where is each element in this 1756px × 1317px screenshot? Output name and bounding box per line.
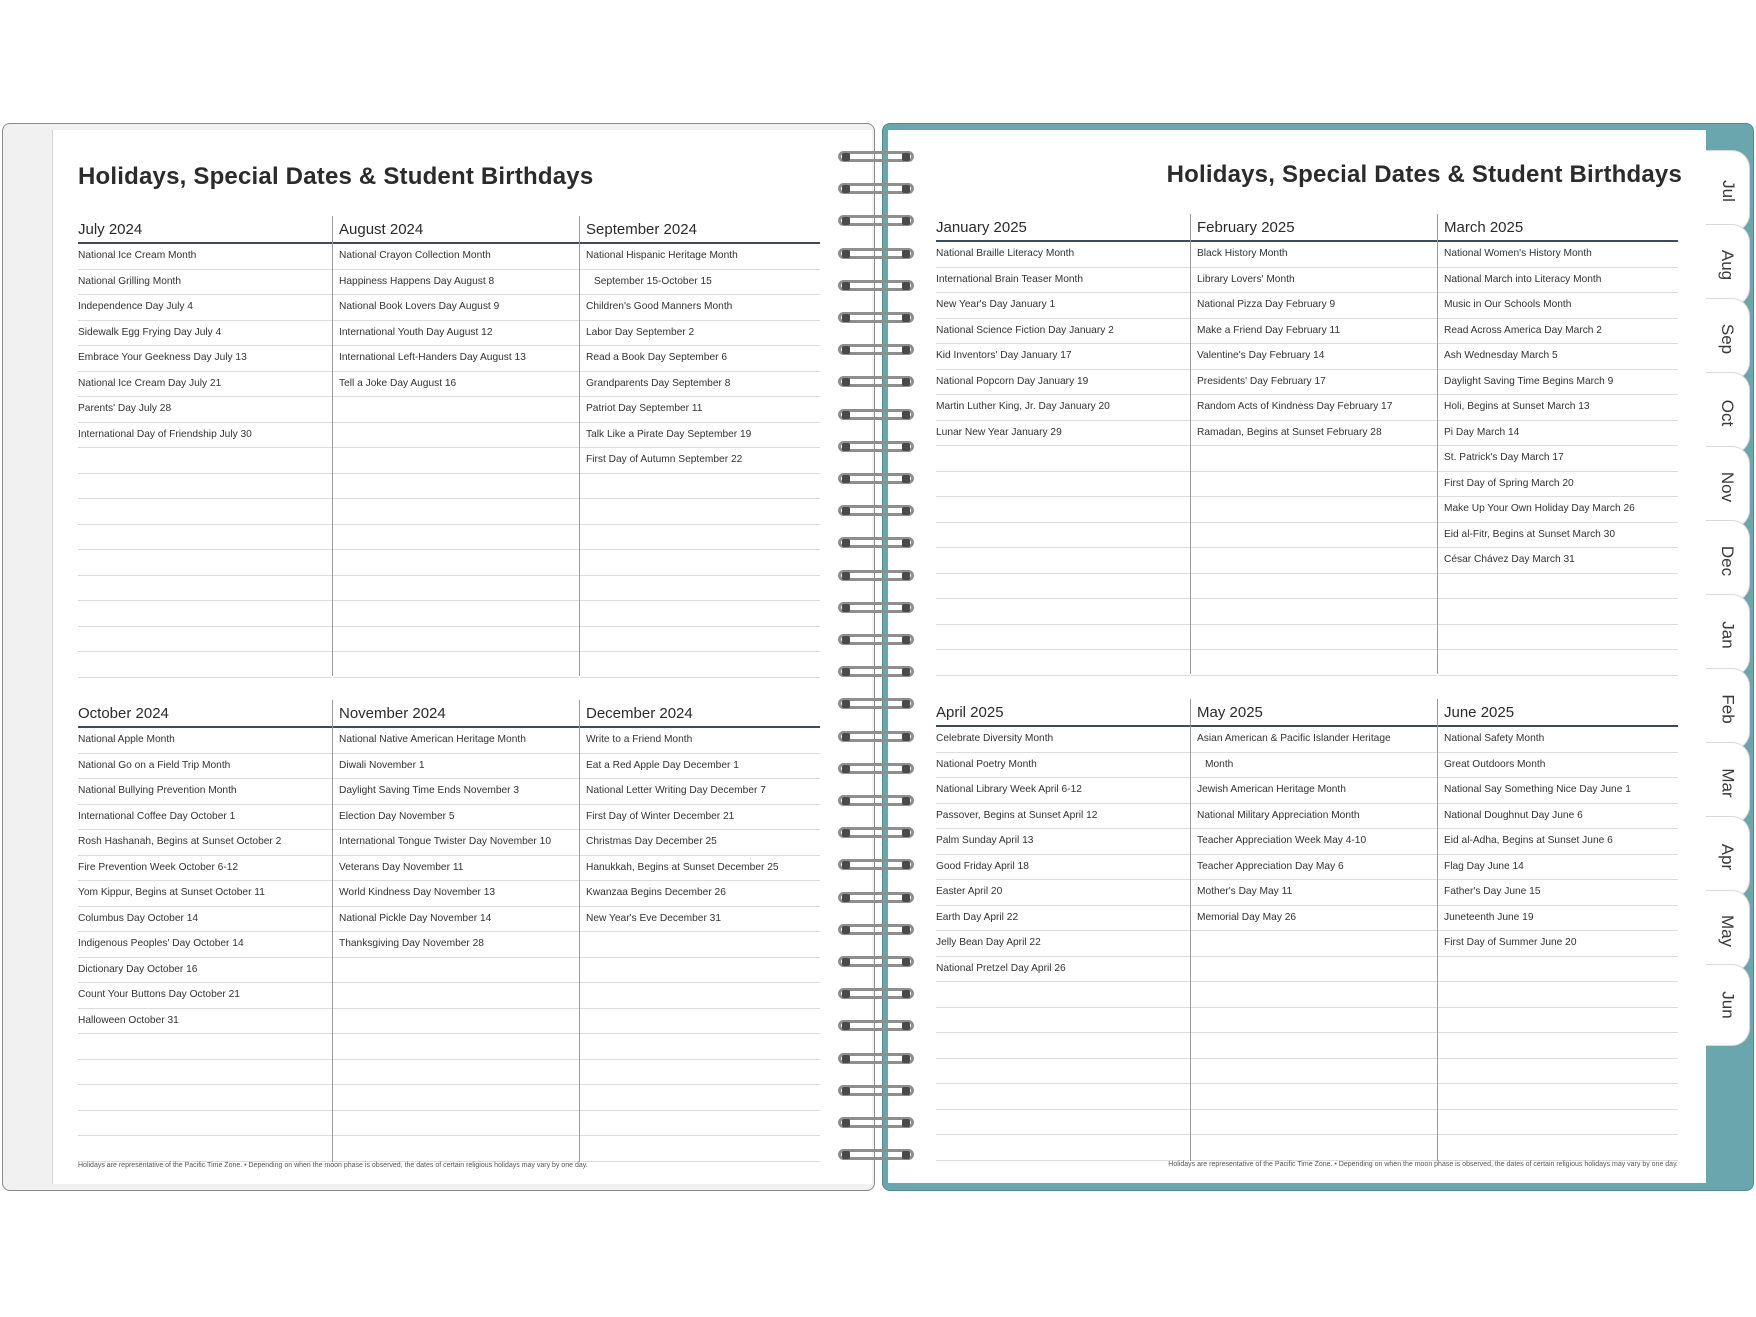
tab-oct[interactable]: Oct (1706, 372, 1750, 454)
holiday-entry: Jewish American Heritage Month (1191, 778, 1437, 804)
holiday-entry: National Science Fiction Day January 2 (936, 319, 1190, 345)
spiral-coil (834, 663, 918, 681)
blank-line (1191, 599, 1437, 625)
blank-line (1191, 1135, 1437, 1161)
holiday-entry: National Poetry Month (936, 753, 1190, 779)
spiral-coil (834, 921, 918, 939)
blank-line (1438, 625, 1678, 651)
holiday-entry: Embrace Your Geekness Day July 13 (78, 346, 332, 372)
blank-line (936, 599, 1190, 625)
holiday-entry: Diwali November 1 (333, 754, 579, 780)
holiday-entry: Month (1191, 753, 1437, 779)
holiday-entry: National Bullying Prevention Month (78, 779, 332, 805)
holiday-entry: Mother's Day May 11 (1191, 880, 1437, 906)
blank-line (333, 576, 579, 602)
spiral-coil (834, 212, 918, 230)
holiday-entry: Martin Luther King, Jr. Day January 20 (936, 395, 1190, 421)
blank-line (333, 525, 579, 551)
blank-line (1191, 497, 1437, 523)
blank-line (333, 958, 579, 984)
left-top-months (78, 216, 820, 676)
spiral-coil (834, 148, 918, 166)
footnote-left: Holidays are representative of the Pacific Time Zone. • Depending on when the moon phase is observed, the dates of certain religious holidays may vary by one day. (78, 1162, 588, 1169)
spiral-coil (834, 953, 918, 971)
spiral-coil (834, 824, 918, 842)
holiday-entry: International Brain Teaser Month (936, 268, 1190, 294)
spiral-coil (834, 760, 918, 778)
month-column (78, 216, 332, 676)
holiday-entry: Asian American & Pacific Islander Heritage (1191, 727, 1437, 753)
holiday-entry: Happiness Happens Day August 8 (333, 270, 579, 296)
spiral-coil (834, 438, 918, 456)
blank-line (936, 523, 1190, 549)
blank-line (1191, 1008, 1437, 1034)
blank-line (580, 1009, 820, 1035)
holiday-entry: Patriot Day September 11 (580, 397, 820, 423)
right-bottom-months (936, 699, 1678, 1161)
blank-line (936, 1008, 1190, 1034)
month-column (78, 700, 332, 1162)
blank-line (78, 448, 332, 474)
blank-line (78, 1136, 332, 1162)
holiday-entry: Make a Friend Day February 11 (1191, 319, 1437, 345)
blank-line (1438, 1084, 1678, 1110)
spiral-coil (834, 695, 918, 713)
holiday-entry: National Apple Month (78, 728, 332, 754)
blank-line (580, 1060, 820, 1086)
blank-line (580, 576, 820, 602)
month-heading: May 2025 (1191, 699, 1437, 727)
holiday-entry: Eid al-Adha, Begins at Sunset June 6 (1438, 829, 1678, 855)
month-heading: April 2025 (936, 699, 1190, 727)
blank-line (1191, 1033, 1437, 1059)
holiday-entry: First Day of Summer June 20 (1438, 931, 1678, 957)
tab-jul[interactable]: Jul (1706, 150, 1750, 232)
holiday-entry: Great Outdoors Month (1438, 753, 1678, 779)
month-heading: March 2025 (1438, 214, 1678, 242)
blank-line (1438, 1033, 1678, 1059)
spiral-coil (834, 1017, 918, 1035)
month-heading: January 2025 (936, 214, 1190, 242)
holiday-entry: Halloween October 31 (78, 1009, 332, 1035)
holiday-entry: Talk Like a Pirate Day September 19 (580, 423, 820, 449)
holiday-entry: Kwanzaa Begins December 26 (580, 881, 820, 907)
blank-line (580, 525, 820, 551)
holiday-entry: St. Patrick's Day March 17 (1438, 446, 1678, 472)
month-tabs (1706, 130, 1750, 1180)
blank-line (1191, 1084, 1437, 1110)
holiday-entry: National Book Lovers Day August 9 (333, 295, 579, 321)
blank-line (78, 550, 332, 576)
holiday-entry: Make Up Your Own Holiday Day March 26 (1438, 497, 1678, 523)
holiday-entry: Labor Day September 2 (580, 321, 820, 347)
month-heading: June 2025 (1438, 699, 1678, 727)
blank-line (333, 448, 579, 474)
blank-line (580, 627, 820, 653)
holiday-entry: National Ice Cream Month (78, 244, 332, 270)
holiday-entry: Rosh Hashanah, Begins at Sunset October 2 (78, 830, 332, 856)
holiday-entry: Pi Day March 14 (1438, 421, 1678, 447)
holiday-entry: Memorial Day May 26 (1191, 906, 1437, 932)
blank-line (1191, 625, 1437, 651)
month-heading: February 2025 (1191, 214, 1437, 242)
spiral-coil (834, 856, 918, 874)
spiral-coil (834, 277, 918, 295)
blank-line (1191, 982, 1437, 1008)
month-column (936, 699, 1190, 1161)
blank-line (333, 1136, 579, 1162)
left-bottom-months (78, 700, 820, 1162)
spiral-coil (834, 985, 918, 1003)
month-column (332, 700, 579, 1162)
tab-dec[interactable]: Dec (1706, 520, 1750, 602)
blank-line (936, 1135, 1190, 1161)
tab-jan[interactable]: Jan (1706, 594, 1750, 676)
blank-line (78, 601, 332, 627)
holiday-entry: Holi, Begins at Sunset March 13 (1438, 395, 1678, 421)
spiral-coil (834, 1050, 918, 1068)
blank-line (580, 499, 820, 525)
holiday-entry: Random Acts of Kindness Day February 17 (1191, 395, 1437, 421)
holiday-entry: National Military Appreciation Month (1191, 804, 1437, 830)
holiday-entry: National Crayon Collection Month (333, 244, 579, 270)
holiday-entry: National Library Week April 6-12 (936, 778, 1190, 804)
holiday-entry: National Go on a Field Trip Month (78, 754, 332, 780)
blank-line (580, 474, 820, 500)
tab-apr[interactable]: Apr (1706, 816, 1750, 898)
tab-aug[interactable]: Aug (1706, 224, 1750, 306)
blank-line (1191, 574, 1437, 600)
holiday-entry: Tell a Joke Day August 16 (333, 372, 579, 398)
page-title-left: Holidays, Special Dates & Student Birthdays (78, 163, 594, 190)
tab-nov[interactable]: Nov (1706, 446, 1750, 528)
holiday-entry: Ash Wednesday March 5 (1438, 344, 1678, 370)
blank-line (580, 550, 820, 576)
blank-line (78, 1085, 332, 1111)
blank-line (580, 983, 820, 1009)
holiday-entry: New Year's Eve December 31 (580, 907, 820, 933)
holiday-entry: Passover, Begins at Sunset April 12 (936, 804, 1190, 830)
blank-line (333, 1060, 579, 1086)
holiday-entry: National Doughnut Day June 6 (1438, 804, 1678, 830)
blank-line (333, 652, 579, 678)
blank-line (1438, 599, 1678, 625)
blank-line (1438, 1059, 1678, 1085)
month-column (579, 216, 820, 676)
month-heading: July 2024 (78, 216, 332, 244)
holiday-entry: International Left-Handers Day August 13 (333, 346, 579, 372)
tab-feb[interactable]: Feb (1706, 668, 1750, 750)
holiday-entry: Fire Prevention Week October 6-12 (78, 856, 332, 882)
holiday-entry: First Day of Spring March 20 (1438, 472, 1678, 498)
holiday-entry: National Pretzel Day April 26 (936, 957, 1190, 983)
blank-line (78, 1034, 332, 1060)
month-heading: November 2024 (333, 700, 579, 728)
holiday-entry: International Coffee Day October 1 (78, 805, 332, 831)
spiral-coil (834, 1114, 918, 1132)
holiday-entry: National Say Something Nice Day June 1 (1438, 778, 1678, 804)
holiday-entry: Election Day November 5 (333, 805, 579, 831)
spiral-coil (834, 245, 918, 263)
holiday-entry: First Day of Autumn September 22 (580, 448, 820, 474)
blank-line (580, 1136, 820, 1162)
spiral-coil (834, 889, 918, 907)
blank-line (936, 1033, 1190, 1059)
holiday-entry: Valentine's Day February 14 (1191, 344, 1437, 370)
holiday-entry: Columbus Day October 14 (78, 907, 332, 933)
holiday-entry: Read a Book Day September 6 (580, 346, 820, 372)
blank-line (580, 601, 820, 627)
holiday-entry: Count Your Buttons Day October 21 (78, 983, 332, 1009)
holiday-entry: National Pizza Day February 9 (1191, 293, 1437, 319)
spiral-coil (834, 1082, 918, 1100)
blank-line (1438, 1135, 1678, 1161)
holiday-entry: National Safety Month (1438, 727, 1678, 753)
spiral-coil (834, 341, 918, 359)
holiday-entry: Easter April 20 (936, 880, 1190, 906)
holiday-entry: National Pickle Day November 14 (333, 907, 579, 933)
blank-line (580, 652, 820, 678)
holiday-entry: Lunar New Year January 29 (936, 421, 1190, 447)
blank-line (580, 1085, 820, 1111)
tab-may[interactable]: May (1706, 890, 1750, 972)
blank-line (78, 652, 332, 678)
holiday-entry: Independence Day July 4 (78, 295, 332, 321)
tab-sep[interactable]: Sep (1706, 298, 1750, 380)
spiral-coil (834, 1146, 918, 1164)
spiral-coil (834, 728, 918, 746)
holiday-entry: September 15-October 15 (580, 270, 820, 296)
spiral-coil (834, 502, 918, 520)
holiday-entry: Eid al-Fitr, Begins at Sunset March 30 (1438, 523, 1678, 549)
holiday-entry: Library Lovers' Month (1191, 268, 1437, 294)
spiral-coil (834, 470, 918, 488)
blank-line (936, 446, 1190, 472)
holiday-entry: Sidewalk Egg Frying Day July 4 (78, 321, 332, 347)
holiday-entry: Celebrate Diversity Month (936, 727, 1190, 753)
holiday-entry: Children's Good Manners Month (580, 295, 820, 321)
holiday-entry: Yom Kippur, Begins at Sunset October 11 (78, 881, 332, 907)
blank-line (333, 474, 579, 500)
blank-line (1191, 446, 1437, 472)
holiday-entry: National March into Literacy Month (1438, 268, 1678, 294)
holiday-entry: César Chávez Day March 31 (1438, 548, 1678, 574)
blank-line (78, 627, 332, 653)
blank-line (1191, 650, 1437, 676)
blank-line (1191, 523, 1437, 549)
month-column (936, 214, 1190, 674)
holiday-entry: Palm Sunday April 13 (936, 829, 1190, 855)
blank-line (78, 1111, 332, 1137)
month-column (1437, 214, 1678, 674)
blank-line (1438, 982, 1678, 1008)
blank-line (78, 1060, 332, 1086)
holiday-entry: Juneteenth June 19 (1438, 906, 1678, 932)
spiral-coil (834, 792, 918, 810)
blank-line (936, 982, 1190, 1008)
holiday-entry: Teacher Appreciation Week May 4-10 (1191, 829, 1437, 855)
holiday-entry: Music in Our Schools Month (1438, 293, 1678, 319)
blank-line (936, 472, 1190, 498)
blank-line (936, 650, 1190, 676)
page-title-right: Holidays, Special Dates & Student Birthdays (1166, 161, 1682, 188)
blank-line (1191, 548, 1437, 574)
holiday-entry: New Year's Day January 1 (936, 293, 1190, 319)
spiral-coil (834, 309, 918, 327)
holiday-entry: Earth Day April 22 (936, 906, 1190, 932)
blank-line (1438, 574, 1678, 600)
blank-line (78, 499, 332, 525)
blank-line (936, 574, 1190, 600)
holiday-entry: Jelly Bean Day April 22 (936, 931, 1190, 957)
blank-line (580, 1111, 820, 1137)
blank-line (1438, 650, 1678, 676)
blank-line (1438, 957, 1678, 983)
holiday-entry: First Day of Winter December 21 (580, 805, 820, 831)
blank-line (1438, 1110, 1678, 1136)
right-top-months (936, 214, 1678, 674)
holiday-entry: Parents' Day July 28 (78, 397, 332, 423)
blank-line (333, 627, 579, 653)
spiral-coil (834, 567, 918, 585)
blank-line (333, 550, 579, 576)
holiday-entry: National Grilling Month (78, 270, 332, 296)
tab-mar[interactable]: Mar (1706, 742, 1750, 824)
holiday-entry: Indigenous Peoples' Day October 14 (78, 932, 332, 958)
month-column (1437, 699, 1678, 1161)
holiday-entry: Write to a Friend Month (580, 728, 820, 754)
month-column (1190, 699, 1437, 1161)
holiday-entry: Ramadan, Begins at Sunset February 28 (1191, 421, 1437, 447)
blank-line (78, 576, 332, 602)
holiday-entry: National Letter Writing Day December 7 (580, 779, 820, 805)
spiral-coil (834, 631, 918, 649)
holiday-entry: International Day of Friendship July 30 (78, 423, 332, 449)
blank-line (936, 1084, 1190, 1110)
month-column (579, 700, 820, 1162)
holiday-entry: International Youth Day August 12 (333, 321, 579, 347)
blank-line (333, 1111, 579, 1137)
holiday-entry: International Tongue Twister Day November 10 (333, 830, 579, 856)
blank-line (580, 932, 820, 958)
holiday-entry: National Women's History Month (1438, 242, 1678, 268)
blank-line (333, 1034, 579, 1060)
holiday-entry: National Native American Heritage Month (333, 728, 579, 754)
blank-line (936, 625, 1190, 651)
holiday-entry: Christmas Day December 25 (580, 830, 820, 856)
holiday-entry: Good Friday April 18 (936, 855, 1190, 881)
holiday-entry: Thanksgiving Day November 28 (333, 932, 579, 958)
spiral-coil (834, 599, 918, 617)
tab-jun[interactable]: Jun (1706, 964, 1750, 1046)
holiday-entry: Read Across America Day March 2 (1438, 319, 1678, 345)
blank-line (936, 1110, 1190, 1136)
footnote-right: Holidays are representative of the Pacific Time Zone. • Depending on when the moon phase is observed, the dates of certain religious holidays may vary by one day. (1168, 1161, 1678, 1168)
holiday-entry: Hanukkah, Begins at Sunset December 25 (580, 856, 820, 882)
blank-line (333, 601, 579, 627)
holiday-entry: National Popcorn Day January 19 (936, 370, 1190, 396)
holiday-entry: Veterans Day November 11 (333, 856, 579, 882)
blank-line (333, 499, 579, 525)
holiday-entry: National Hispanic Heritage Month (580, 244, 820, 270)
month-heading: September 2024 (580, 216, 820, 244)
holiday-entry: Flag Day June 14 (1438, 855, 1678, 881)
holiday-entry: National Ice Cream Day July 21 (78, 372, 332, 398)
blank-line (333, 397, 579, 423)
month-heading: October 2024 (78, 700, 332, 728)
blank-line (333, 1085, 579, 1111)
holiday-entry: Father's Day June 15 (1438, 880, 1678, 906)
blank-line (78, 474, 332, 500)
month-heading: December 2024 (580, 700, 820, 728)
holiday-entry: National Braille Literacy Month (936, 242, 1190, 268)
month-column (1190, 214, 1437, 674)
blank-line (580, 1034, 820, 1060)
holiday-entry: Teacher Appreciation Day May 6 (1191, 855, 1437, 881)
blank-line (78, 525, 332, 551)
holiday-entry: Kid Inventors' Day January 17 (936, 344, 1190, 370)
month-column (332, 216, 579, 676)
holiday-entry: Eat a Red Apple Day December 1 (580, 754, 820, 780)
holiday-entry: Black History Month (1191, 242, 1437, 268)
blank-line (936, 497, 1190, 523)
blank-line (333, 1009, 579, 1035)
blank-line (1191, 931, 1437, 957)
spiral-coil (834, 406, 918, 424)
blank-line (936, 548, 1190, 574)
holiday-entry: Dictionary Day October 16 (78, 958, 332, 984)
blank-line (936, 1059, 1190, 1085)
holiday-entry: Grandparents Day September 8 (580, 372, 820, 398)
blank-line (1191, 1110, 1437, 1136)
blank-line (1191, 472, 1437, 498)
blank-line (333, 983, 579, 1009)
holiday-entry: Daylight Saving Time Ends November 3 (333, 779, 579, 805)
holiday-entry: Presidents' Day February 17 (1191, 370, 1437, 396)
blank-line (1191, 1059, 1437, 1085)
spiral-binding (834, 148, 918, 1178)
month-heading: August 2024 (333, 216, 579, 244)
spiral-coil (834, 373, 918, 391)
spiral-coil (834, 180, 918, 198)
holiday-entry: World Kindness Day November 13 (333, 881, 579, 907)
spiral-coil (834, 534, 918, 552)
holiday-entry: Daylight Saving Time Begins March 9 (1438, 370, 1678, 396)
blank-line (1191, 957, 1437, 983)
blank-line (580, 958, 820, 984)
blank-line (1438, 1008, 1678, 1034)
blank-line (333, 423, 579, 449)
